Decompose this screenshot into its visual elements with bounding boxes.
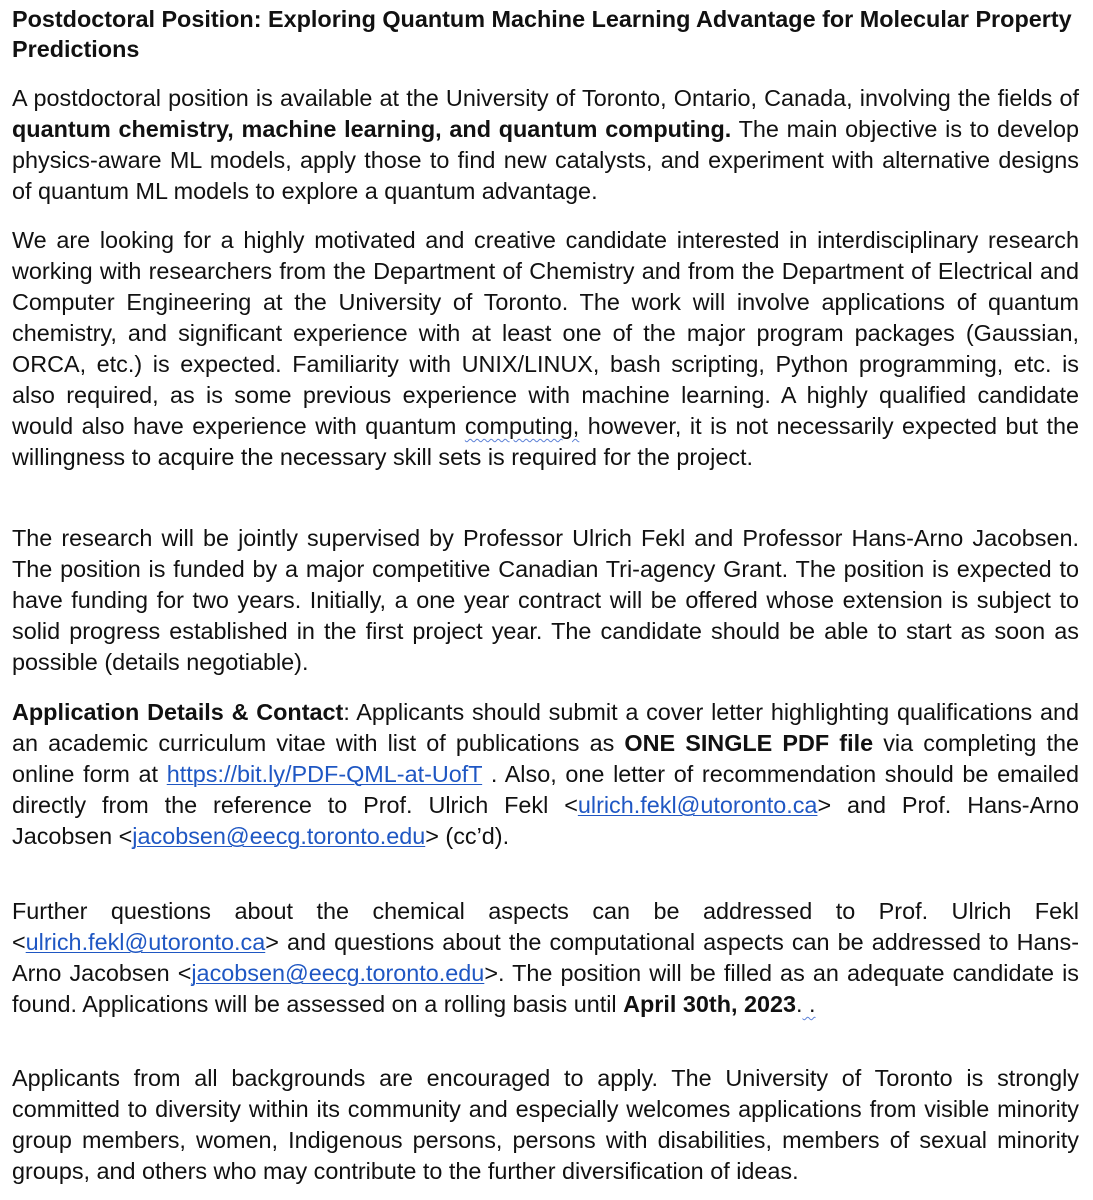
text-run: Further questions about the chemical aspects can be addressed to Prof. Ulrich Fekl <: [12, 898, 1079, 955]
spellcheck-flagged-word[interactable]: computing,: [464, 413, 580, 439]
text-run: .: [796, 991, 803, 1017]
text-run: > and questions about the computational aspects can be addressed to Hans-Arno Jacobsen <: [12, 929, 1079, 986]
deadline-date: April 30th, 2023: [623, 991, 797, 1017]
application-form-link[interactable]: https://bit.ly/PDF-QML-at-UofT: [166, 761, 483, 787]
single-pdf-bold: ONE SINGLE PDF file: [624, 730, 874, 756]
text-run: via completing the online form at: [12, 730, 1079, 787]
supervision-funding-paragraph: The research will be jointly supervised by Professor Ulrich Fekl and Professor Hans-Arno Jacobsen. The position is funded by a major competitive Canadian Tri-agency Grant. The position is expected to have funding for two years. Initially, a one year contract will be offered whose extension is subject to solid progress established in the first project year. The candidate should be able to start as soon as possible (details negotiable).: [12, 525, 1079, 675]
email-link-fekl[interactable]: ulrich.fekl@utoronto.ca: [577, 792, 818, 818]
text-run: . Also, one letter of recommendation should be emailed directly from the reference to Prof. Ulrich Fekl <: [12, 761, 1079, 818]
email-link-jacobsen[interactable]: jacobsen@eecg.toronto.edu: [132, 823, 426, 849]
text-run: : Applicants should submit a cover letter highlighting qualifications and an academic curriculum vitae with list of publications as: [12, 699, 1079, 756]
text-run: We are looking for a highly motivated and creative candidate interested in interdisciplinary research working with researchers from the Department of Chemistry and from the Department of Electrical and Computer Engineering at the University of Toronto. The work will involve applications of quantum chemistry, and significant experience with at least one of the major program packages (Gaussian, ORCA, etc.) is expected. Familiarity with UNIX/LINUX, bash scripting, Python programming, etc. is also required, as is some previous experience with machine learning. A highly qualified candidate would also have experience with quantum: [12, 227, 1079, 439]
candidate-requirements-paragraph: [12, 225, 1079, 473]
email-link-fekl[interactable]: ulrich.fekl@utoronto.ca: [25, 929, 266, 955]
spellcheck-flagged-punctuation[interactable]: .: [802, 991, 816, 1017]
document-title: Postdoctoral Position: Exploring Quantum Machine Learning Advantage for Molecular Property Predictions: [12, 6, 1072, 62]
text-run: >. The position will be filled as an adequate candidate is found. Applications will be assessed on a rolling basis until: [12, 960, 1079, 1017]
further-questions-paragraph: [12, 896, 1079, 1020]
text-run: The main objective is to develop physics-aware ML models, apply those to find new catalysts, and experiment with alternative designs of quantum ML models to explore a quantum advantage.: [12, 116, 1079, 204]
diversity-statement-paragraph: Applicants from all backgrounds are encouraged to apply. The University of Toronto is strongly committed to diversity within its community and especially welcomes applications from visible minority group members, women, Indigenous persons, persons with disabilities, members of sexual minority groups, and others who may contribute to the further diversification of ideas.: [12, 1065, 1079, 1184]
intro-paragraph: [12, 83, 1079, 207]
text-run: A postdoctoral position is available at the University of Toronto, Ontario, Canada, involving the fields of: [12, 85, 1079, 111]
research-fields-bold: quantum chemistry, machine learning, and quantum computing.: [12, 116, 732, 142]
application-details-paragraph: [12, 697, 1079, 852]
application-details-heading: Application Details & Contact: [12, 699, 344, 725]
email-link-jacobsen[interactable]: jacobsen@eecg.toronto.edu: [191, 960, 485, 986]
text-run: > and Prof. Hans-Arno Jacobsen <: [12, 792, 1079, 849]
text-run: > (cc’d).: [425, 823, 510, 849]
text-run: however, it is not necessarily expected but the willingness to acquire the necessary skill sets is required for the project.: [12, 413, 1079, 470]
